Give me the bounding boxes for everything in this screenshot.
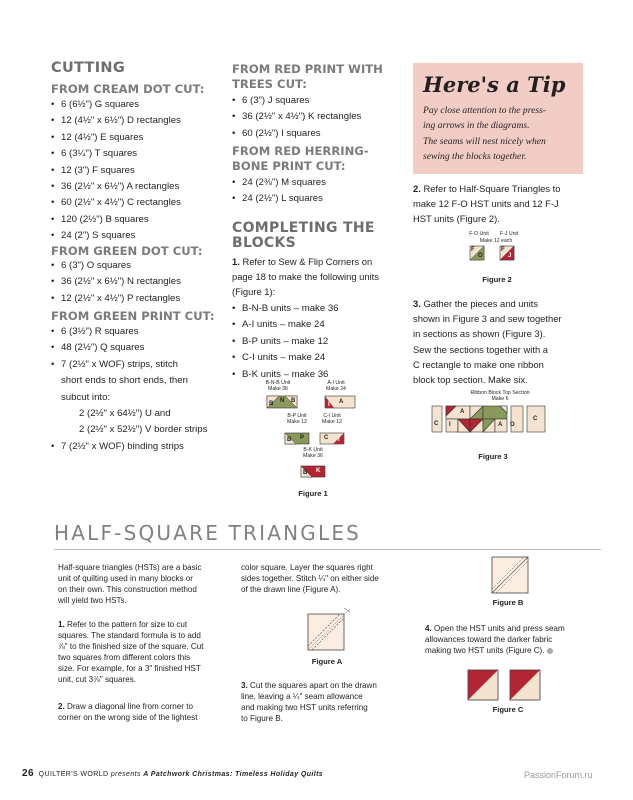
list-item: • 6 (3¼") T squares bbox=[51, 146, 181, 162]
figure-1-diagram bbox=[258, 380, 368, 500]
list-item: subcut into: bbox=[61, 391, 111, 403]
letter: C bbox=[324, 435, 329, 441]
text-line: color square. Layer the squares right bbox=[241, 563, 373, 572]
red-herring-list bbox=[232, 175, 326, 208]
footer bbox=[22, 768, 323, 779]
watermark: PassionForum.ru bbox=[524, 770, 593, 780]
units-list bbox=[232, 301, 339, 383]
list-item: • 48 (2½") Q squares bbox=[51, 340, 207, 356]
step-text: making two HST units (Figure C). bbox=[425, 646, 545, 656]
green-print-heading: FROM GREEN PRINT CUT: bbox=[51, 309, 215, 323]
figure-2-diagram bbox=[462, 231, 532, 277]
green-dot-heading: FROM GREEN DOT CUT: bbox=[51, 244, 203, 258]
tip-title: Here's a Tip bbox=[423, 72, 566, 97]
make-label: Make 12 each bbox=[479, 238, 513, 244]
step-line: HST units (Figure 2). bbox=[413, 213, 500, 225]
step-number: 3. bbox=[413, 298, 421, 309]
figure-2 bbox=[462, 231, 532, 277]
figure-c-diagram bbox=[466, 668, 546, 704]
letter: O bbox=[478, 253, 483, 259]
letter: B bbox=[303, 470, 308, 476]
text-line bbox=[58, 701, 238, 712]
list-item: • 6 (3") J squares bbox=[232, 93, 361, 109]
tip-line: The seams will nest nicely when bbox=[423, 135, 546, 147]
list-item: • 6 (3½") R squares bbox=[51, 324, 207, 340]
heading-line: TREES CUT: bbox=[232, 76, 307, 91]
bnb-label: B-N-B Unit Make 36 bbox=[265, 380, 291, 392]
step-line: shown in Figure 3 and sew together bbox=[413, 313, 562, 325]
red-trees-list bbox=[232, 93, 361, 142]
step2 bbox=[413, 181, 603, 227]
page-number: 26 bbox=[22, 768, 34, 779]
fj-label: F-J Unit bbox=[499, 231, 519, 237]
text-line: unit of quilting used in many blocks or bbox=[58, 574, 193, 584]
letter: J bbox=[508, 253, 512, 259]
list-item: • 60 (2½" x 4½") C rectangles bbox=[51, 195, 181, 211]
hst-divider bbox=[54, 549, 601, 550]
step-line: make 12 F-O HST units and 12 F-J bbox=[413, 198, 559, 210]
letter: I bbox=[338, 437, 340, 443]
text-line: sides together. Stitch ¼" on either side bbox=[241, 574, 379, 584]
text-line bbox=[241, 680, 421, 691]
step-number: 1. bbox=[232, 256, 240, 267]
hst-intro bbox=[58, 562, 238, 606]
list-item: • 6 (3") O squares bbox=[51, 258, 181, 274]
tip-line: sewing the blocks together. bbox=[423, 151, 527, 163]
text-line bbox=[58, 619, 238, 630]
hst-step2 bbox=[58, 701, 238, 723]
list-item: • 12 (2½" x 4½") P rectangles bbox=[51, 291, 181, 307]
text-line bbox=[425, 623, 605, 634]
tip-text bbox=[423, 103, 583, 165]
list-item: • 36 (2½" x 4½") K rectangles bbox=[232, 109, 361, 125]
bk-label: B-K Unit Make 36 bbox=[303, 447, 323, 459]
hst-step1 bbox=[58, 619, 238, 686]
step-number: 1. bbox=[58, 620, 65, 629]
step-line bbox=[413, 296, 613, 311]
step-line: block top section. Make six. bbox=[413, 374, 528, 386]
letter: A bbox=[460, 409, 465, 415]
letter: K bbox=[316, 468, 321, 474]
list-item: short ends to short ends, then bbox=[61, 375, 188, 387]
letter: F bbox=[501, 247, 505, 253]
bp-label: B-P Unit Make 12 bbox=[287, 413, 307, 425]
step-text: Refer to Sew & Flip Corners on bbox=[242, 256, 373, 267]
list-item: • 7 (2½" x WOF) strips, stitch bbox=[51, 357, 207, 373]
step-line: page 18 to make the following units bbox=[232, 271, 379, 283]
step-number: 3. bbox=[241, 681, 248, 690]
end-mark-icon bbox=[547, 648, 553, 654]
list-item: • 12 (3") F squares bbox=[51, 163, 181, 179]
letter: B bbox=[269, 401, 274, 407]
letter: I bbox=[328, 402, 330, 408]
hst-unit-1 bbox=[468, 670, 498, 700]
letter: C bbox=[533, 416, 538, 422]
list-item: • B-N-B units – make 36 bbox=[232, 301, 339, 317]
fig3-make: Make 6 bbox=[491, 396, 509, 402]
red-trees-heading bbox=[232, 62, 383, 91]
brand-name: QUILTER'S WORLD bbox=[38, 771, 109, 778]
list-item: • 120 (2½") B squares bbox=[51, 212, 181, 228]
step-text: Open the HST units and press seam bbox=[434, 624, 565, 633]
text-line: ⅞" to the finished size of the square. Cut bbox=[58, 642, 204, 652]
completing-title bbox=[232, 221, 375, 251]
text-line: on their own. This construction method bbox=[58, 585, 197, 595]
text-line: of the drawn line (Figure A). bbox=[241, 585, 341, 595]
heading-line: COMPLETING THE bbox=[232, 220, 375, 236]
hst-unit-2 bbox=[510, 670, 540, 700]
letter: B bbox=[287, 437, 292, 443]
list-item: 2 (2½" x 52½") V border strips bbox=[79, 424, 208, 436]
list-item: • 36 (2½" x 6½") A rectangles bbox=[51, 179, 181, 195]
heading-line: BLOCKS bbox=[232, 235, 297, 251]
list-item: 2 (2½" x 64½") U and bbox=[79, 408, 171, 420]
ai-label: A-I Unit Make 24 bbox=[326, 380, 346, 392]
figure-1-caption: Figure 1 bbox=[298, 489, 328, 498]
figure-a-diagram bbox=[304, 606, 354, 656]
completing-step1 bbox=[232, 254, 412, 300]
text-line bbox=[425, 645, 605, 656]
fig3-title: Ribbon Block Top Section bbox=[470, 390, 530, 396]
step-text: Refer to Half-Square Triangles to bbox=[423, 183, 561, 194]
cream-dot-heading: FROM CREAM DOT CUT: bbox=[51, 82, 205, 96]
step-line: (Figure 1): bbox=[232, 286, 276, 298]
letter: I bbox=[449, 422, 451, 428]
figure-1 bbox=[258, 380, 368, 500]
list-item: • 12 (4½") E squares bbox=[51, 130, 181, 146]
letter: A bbox=[498, 422, 503, 428]
letter: P bbox=[300, 435, 305, 441]
hst-step4 bbox=[425, 623, 605, 656]
step-line: C rectangle to make one ribbon bbox=[413, 358, 544, 370]
text-line: squares. The standard formula is to add bbox=[58, 631, 201, 641]
text-line: unit, cut 3⅞" squares. bbox=[58, 675, 137, 685]
figure-3 bbox=[430, 390, 560, 450]
letter: C bbox=[434, 421, 439, 427]
step-line bbox=[413, 181, 603, 196]
list-item: • 24 (2½") L squares bbox=[232, 191, 326, 207]
ci-label: C-I Unit Make 12 bbox=[322, 413, 342, 425]
cream-dot-list bbox=[51, 97, 181, 245]
step-text: Refer to the pattern for size to cut bbox=[67, 620, 188, 629]
step-text: Draw a diagonal line from corner to bbox=[67, 702, 193, 711]
heading-line: FROM RED HERRING- bbox=[232, 144, 369, 158]
presents-text: presents bbox=[110, 771, 141, 778]
text-line: and making two HST units referring bbox=[241, 703, 368, 713]
step-line bbox=[232, 254, 412, 269]
step-number: 2. bbox=[58, 702, 65, 711]
list-item: • 24 (2") S squares bbox=[51, 228, 181, 244]
step-text: Gather the pieces and units bbox=[423, 298, 539, 309]
figure-c-caption: Figure C bbox=[492, 705, 524, 714]
step-number: 2. bbox=[413, 183, 421, 194]
text-line: two squares from different colors this bbox=[58, 653, 191, 663]
text-line: size. For example, for a 3" finished HST bbox=[58, 664, 201, 674]
step-line: in sections as shown (Figure 3). bbox=[413, 328, 546, 340]
figure-3-diagram bbox=[430, 390, 560, 450]
heading-line: BONE PRINT CUT: bbox=[232, 158, 346, 173]
list-item: • 12 (4½" x 6½") D rectangles bbox=[51, 113, 181, 129]
letter: N bbox=[280, 398, 285, 404]
letter: O bbox=[510, 422, 515, 428]
list-item: • 36 (2½" x 6½") N rectangles bbox=[51, 274, 181, 290]
cutting-title: CUTTING bbox=[51, 60, 126, 76]
step3 bbox=[413, 296, 613, 387]
step-line: Sew the sections together with a bbox=[413, 343, 548, 355]
text-line: Half-square triangles (HSTs) are a basic bbox=[58, 563, 202, 572]
letter: F bbox=[471, 247, 475, 253]
list-item: • B-P units – make 12 bbox=[232, 334, 339, 350]
figure-b-caption: Figure B bbox=[492, 598, 524, 607]
text-line: allowances toward the darker fabric bbox=[425, 635, 553, 645]
fo-label: F-O Unit bbox=[469, 231, 489, 237]
red-herring-heading bbox=[232, 144, 369, 173]
list-item: • 6 (6½") G squares bbox=[51, 97, 181, 113]
text-line: line, leaving a ¼" seam allowance bbox=[241, 692, 363, 702]
list-item: • A-I units – make 24 bbox=[232, 317, 339, 333]
hst-step3 bbox=[241, 680, 421, 724]
hst-title: HALF-SQUARE TRIANGLES bbox=[54, 521, 362, 545]
letter: B bbox=[291, 398, 296, 404]
list-item: • 60 (2½") I squares bbox=[232, 126, 361, 142]
letter: A bbox=[339, 399, 344, 405]
list-item: • C-I units – make 24 bbox=[232, 350, 339, 366]
step-number: 4. bbox=[425, 624, 432, 633]
figure-b-diagram bbox=[490, 555, 530, 595]
green-dot-list bbox=[51, 258, 181, 307]
text-line: corner on the wrong side of the lightest bbox=[58, 713, 198, 723]
step-text: Cut the squares apart on the drawn bbox=[250, 681, 377, 690]
list-item: • 7 (2½" x WOF) binding strips bbox=[51, 439, 207, 455]
tip-line: ing arrows in the diagrams. bbox=[423, 120, 530, 132]
figure-a-caption: Figure A bbox=[311, 657, 343, 666]
text-line: will yield two HSTs. bbox=[58, 596, 127, 606]
tip-box bbox=[413, 63, 583, 174]
green-print-list bbox=[51, 324, 207, 455]
figure-2-caption: Figure 2 bbox=[482, 275, 512, 284]
book-title: A Patchwork Christmas: Timeless Holiday Quilts bbox=[143, 771, 324, 778]
list-item: • B-K units – make 36 bbox=[232, 367, 339, 383]
list-item: • 24 (2⅜") M squares bbox=[232, 175, 326, 191]
figure-3-caption: Figure 3 bbox=[478, 452, 508, 461]
text-line: to Figure B. bbox=[241, 714, 283, 724]
heading-line: FROM RED PRINT WITH bbox=[232, 62, 383, 76]
hst-col2-text bbox=[241, 562, 421, 595]
tip-line: Pay close attention to the press- bbox=[423, 105, 547, 116]
